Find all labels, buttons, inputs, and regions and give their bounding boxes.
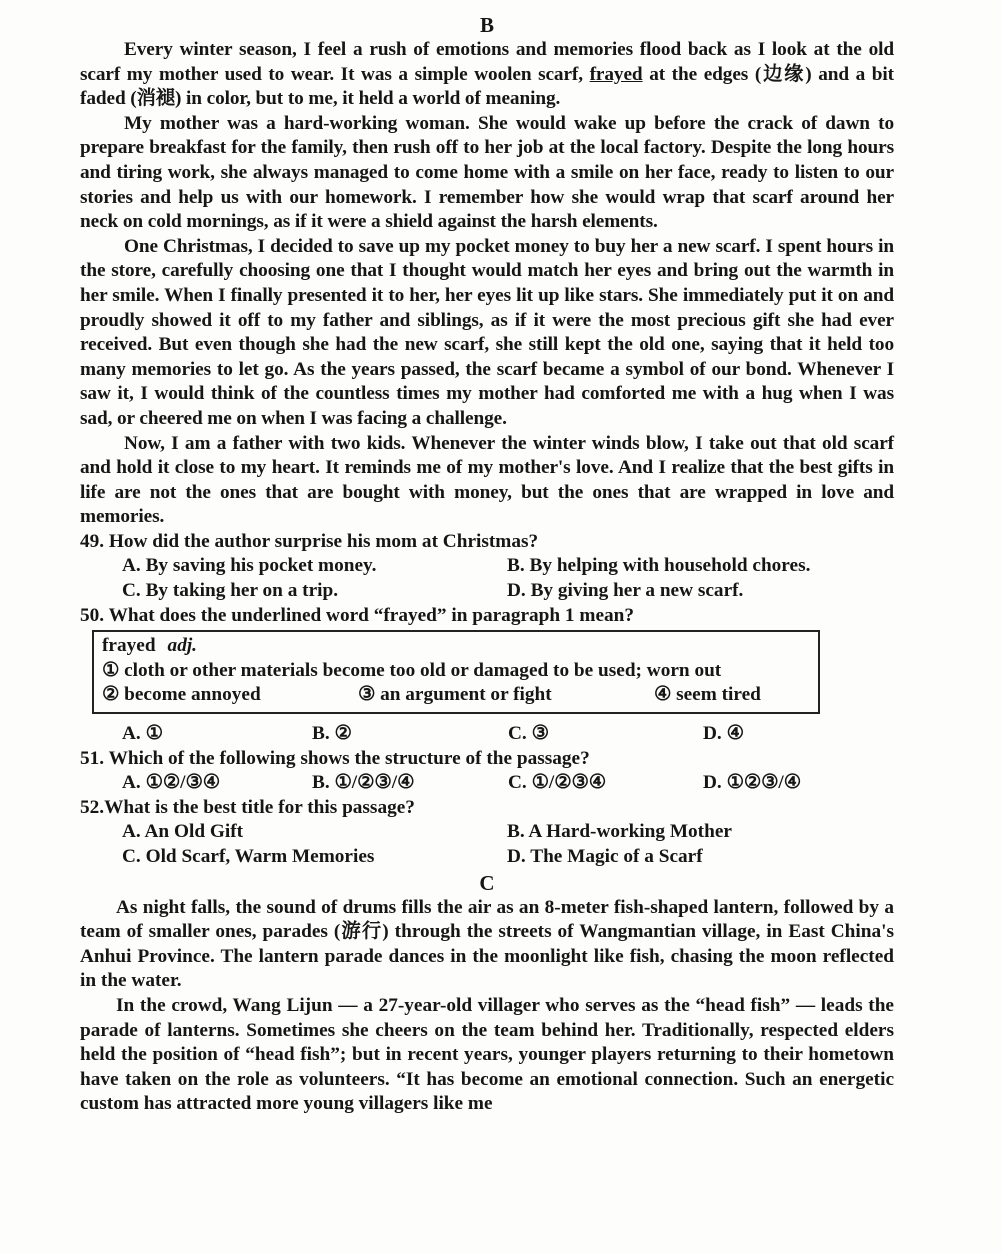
q52-option-c[interactable]: C. Old Scarf, Warm Memories	[122, 846, 375, 867]
q50-option-c[interactable]: C. ③	[508, 723, 549, 745]
question-50: 50. What does the underlined word “frayed” in paragraph 1 mean?	[80, 604, 635, 626]
q50-option-a[interactable]: A. ①	[122, 723, 163, 745]
q51-option-c[interactable]: C. ①/②③④	[508, 772, 607, 794]
dict-definitions-row	[102, 683, 810, 708]
q49-option-a[interactable]: A. By saving his pocket money.	[122, 555, 377, 577]
q50-option-b[interactable]: B. ②	[312, 723, 352, 745]
q51-option-a[interactable]: A. ①②/③④	[122, 772, 221, 794]
p1-text-before: Every winter season, I feel a rush of emotions and memories flood back as I look at the old scarf my mother used to wear. It was a simple woolen scarf,	[80, 39, 894, 85]
dict-word: frayed	[102, 635, 156, 657]
dict-definition-4: ④ seem tired	[654, 684, 761, 706]
q51-option-d[interactable]: D. ①②③/④	[703, 772, 802, 794]
q52-option-a[interactable]: A. An Old Gift	[122, 821, 244, 843]
question-50-options	[80, 722, 894, 747]
passage-c-paragraph-1: As night falls, the sound of drums fills the air as an 8-meter fish-shaped lantern, followed by a team of smaller ones, parades (游行) through the streets of Wangmantian village, in East China's Anhui Province. The lantern parade dances in the moonlight like fish, chasing the moon reflected in the water.	[80, 896, 894, 992]
dict-definition-2: ② become annoyed	[102, 684, 261, 706]
dict-part-of-speech: adj.	[167, 635, 198, 657]
q52-option-b[interactable]: B. A Hard-working Mother	[507, 821, 732, 843]
q51-option-b[interactable]: B. ①/②③/④	[312, 772, 415, 794]
q52-option-d[interactable]: D. The Magic of a Scarf	[507, 846, 703, 867]
underlined-word-frayed: frayed	[589, 63, 643, 85]
section-b-heading: B	[479, 13, 494, 37]
dictionary-entry-box	[92, 630, 820, 714]
question-49: 49. How did the author surprise his mom at Christmas?	[80, 530, 539, 552]
passage-b-paragraph-3: One Christmas, I decided to save up my pocket money to buy her a new scarf. I spent hours in the store, carefully choosing one that I thought would match her eyes and bring out the warmth in her smile. When I finally presented it to her, her eyes lit up like stars. She immediately put it on and proudly showed it off to my father and siblings, as if it were the most precious gift she had ever received. But even though she had the new scarf, she still kept the old one, saying that it held too many memories to let go. As the years passed, the scarf became a symbol of our bond. Whenever I saw it, I would think of the countless times my mother had comforted me with a hug when I was sad, or cheered me on when I was facing a challenge.	[80, 235, 894, 429]
q49-option-d[interactable]: D. By giving her a new scarf.	[507, 580, 744, 602]
section-c-heading: C	[479, 870, 495, 895]
p1-text-after: at the edges (边缘) and a bit faded (消褪) in color, but to me, it held a world of meaning.	[80, 63, 894, 110]
dict-definition-3: ③ an argument or fight	[358, 684, 552, 706]
q50-option-d[interactable]: D. ④	[703, 723, 744, 745]
question-51-options	[80, 771, 894, 796]
question-52: 52.What is the best title for this passage?	[80, 796, 415, 818]
passage-b-paragraph-1	[80, 38, 894, 112]
dict-definition-1: ① cloth or other materials become too old or damaged to be used; worn out	[102, 659, 722, 681]
question-49-options	[80, 554, 894, 603]
q49-option-c[interactable]: C. By taking her on a trip.	[122, 580, 339, 602]
q49-option-b[interactable]: B. By helping with household chores.	[507, 555, 811, 577]
question-52-options	[80, 820, 894, 869]
question-51: 51. Which of the following shows the structure of the passage?	[80, 747, 590, 769]
dictionary-headword	[102, 634, 810, 659]
passage-b-paragraph-2: My mother was a hard-working woman. She would wake up before the crack of dawn to prepare breakfast for the family, then rush off to her job at the local factory. Despite the long hours and tiring work, she always managed to come home with a smile on her face, ready to listen to our stories and help us with our homework. I remember how she would wrap that scarf around her neck on cold mornings, as if it were a shield against the harsh elements.	[80, 112, 894, 233]
passage-c-paragraph-2: In the crowd, Wang Lijun — a 27-year-old villager who serves as the “head fish” — leads the parade of lanterns. Sometimes she cheers on the team behind her. Traditionally, respected elders held the position of “head fish”; but in recent years, younger players returning to their hometown have taken on the role as volunteers. “It has become an emotional connection. Such an energetic custom has attracted more young villagers like me	[80, 994, 894, 1115]
passage-b-paragraph-4: Now, I am a father with two kids. Whenever the winter winds blow, I take out that old scarf and hold it close to my heart. It reminds me of my mother's love. And I realize that the best gifts in life are not the ones that are bought with money, but the ones that are wrapped in love and memories.	[80, 432, 894, 528]
